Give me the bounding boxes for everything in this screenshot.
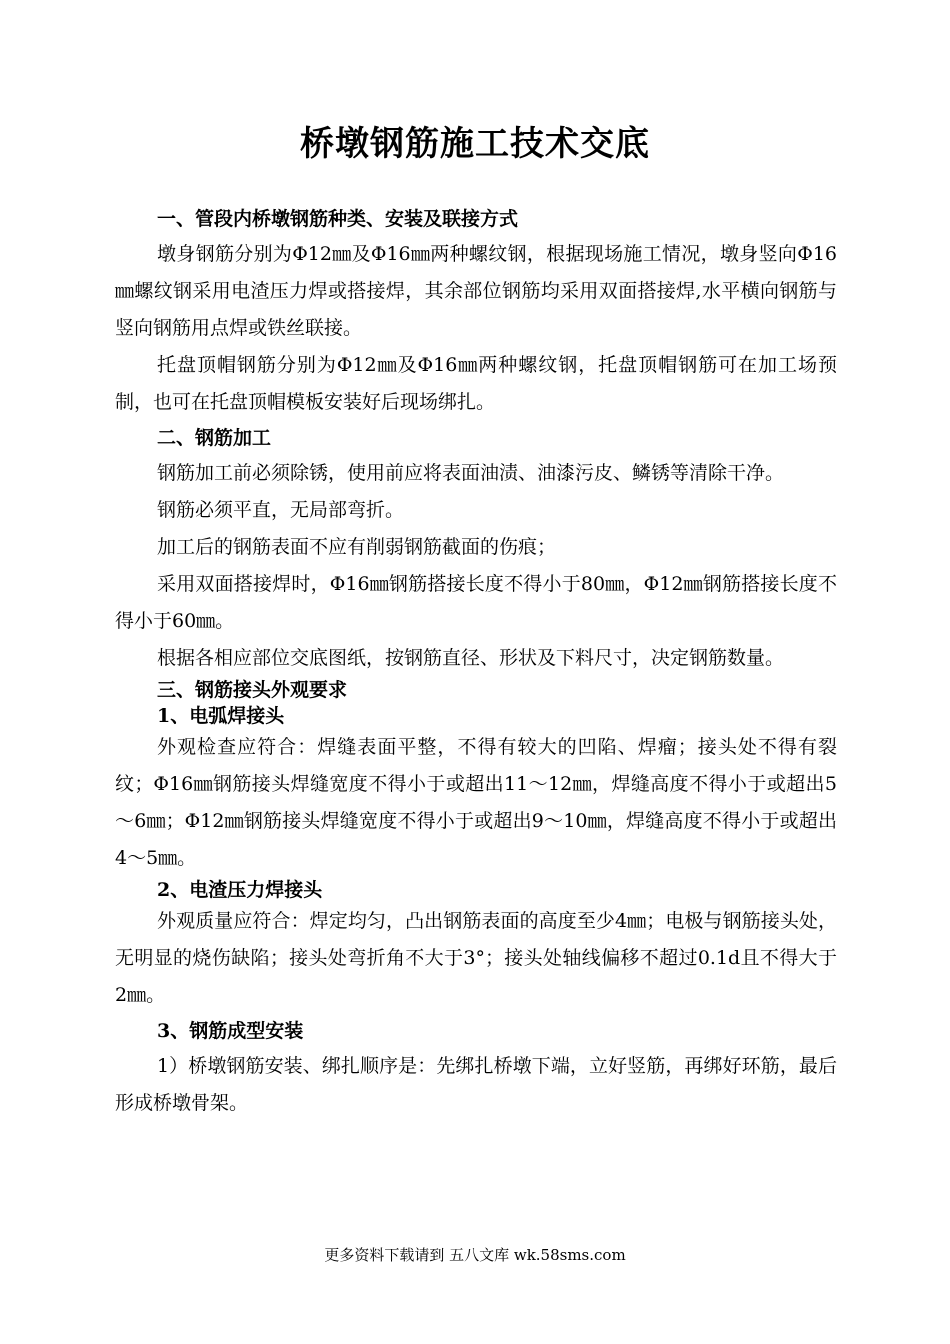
footer-link-text: 更多资料下载请到 五八文库 wk.58sms.com — [324, 1246, 626, 1264]
section-3-2-paragraph: 外观质量应符合：焊定均匀，凸出钢筋表面的高度至少4㎜；电极与钢筋接头处，无明显的烧伤缺陷；接头处弯折角不大于3°；接头处轴线偏移不超过0.1d且不得大于2㎜。 — [115, 910, 837, 1006]
section-2-paragraph-4: 采用双面搭接焊时，Φ16㎜钢筋搭接长度不得小于80㎜，Φ12㎜钢筋搭接长度不得小于60㎜。 — [115, 573, 837, 632]
section-3-3-heading: 3、钢筋成型安装 — [157, 1020, 304, 1042]
section-3-1-paragraph: 外观检查应符合：焊缝表面平整，不得有较大的凹陷、焊瘤；接头处不得有裂纹；Φ16㎜钢筋接头焊缝宽度不得小于或超出11～12㎜，焊缝高度不得小于或超出5～6㎜；Φ12㎜钢筋接头焊缝宽度不得小于或超出9～10㎜，焊缝高度不得小于或超出4～5㎜。 — [115, 736, 837, 869]
section-1-heading: 一、管段内桥墩钢筋种类、安装及联接方式 — [157, 208, 519, 230]
document-body — [115, 202, 837, 1122]
section-1-paragraph-2: 托盘顶帽钢筋分别为Φ12㎜及Φ16㎜两种螺纹钢，托盘顶帽钢筋可在加工场预制，也可在托盘顶帽模板安装好后现场绑扎。 — [115, 354, 837, 413]
section-2-paragraph-1: 钢筋加工前必须除锈，使用前应将表面油渍、油漆污皮、鳞锈等清除干净。 — [157, 462, 785, 484]
section-3-3-paragraph: 1）桥墩钢筋安装、绑扎顺序是：先绑扎桥墩下端，立好竖筋，再绑好环筋，最后形成桥墩骨架。 — [115, 1055, 837, 1114]
section-2-paragraph-5: 根据各相应部位交底图纸，按钢筋直径、形状及下料尺寸，决定钢筋数量。 — [157, 647, 785, 669]
section-2-paragraph-2: 钢筋必须平直，无局部弯折。 — [157, 499, 405, 521]
document-title: 桥墩钢筋施工技术交底 — [300, 124, 650, 164]
section-3-1-heading: 1、电弧焊接头 — [157, 705, 285, 727]
section-2-heading: 二、钢筋加工 — [157, 427, 272, 449]
section-1-paragraph-1: 墩身钢筋分别为Φ12㎜及Φ16㎜两种螺纹钢，根据现场施工情况，墩身竖向Φ16㎜螺纹钢采用电渣压力焊或搭接焊，其余部位钢筋均采用双面搭接焊,水平横向钢筋与竖向钢筋用点焊或铁丝联接。 — [115, 243, 837, 339]
section-3-2-heading: 2、电渣压力焊接头 — [157, 879, 323, 901]
section-2-paragraph-3: 加工后的钢筋表面不应有削弱钢筋截面的伤痕； — [157, 536, 557, 558]
section-3-heading: 三、钢筋接头外观要求 — [157, 679, 348, 701]
